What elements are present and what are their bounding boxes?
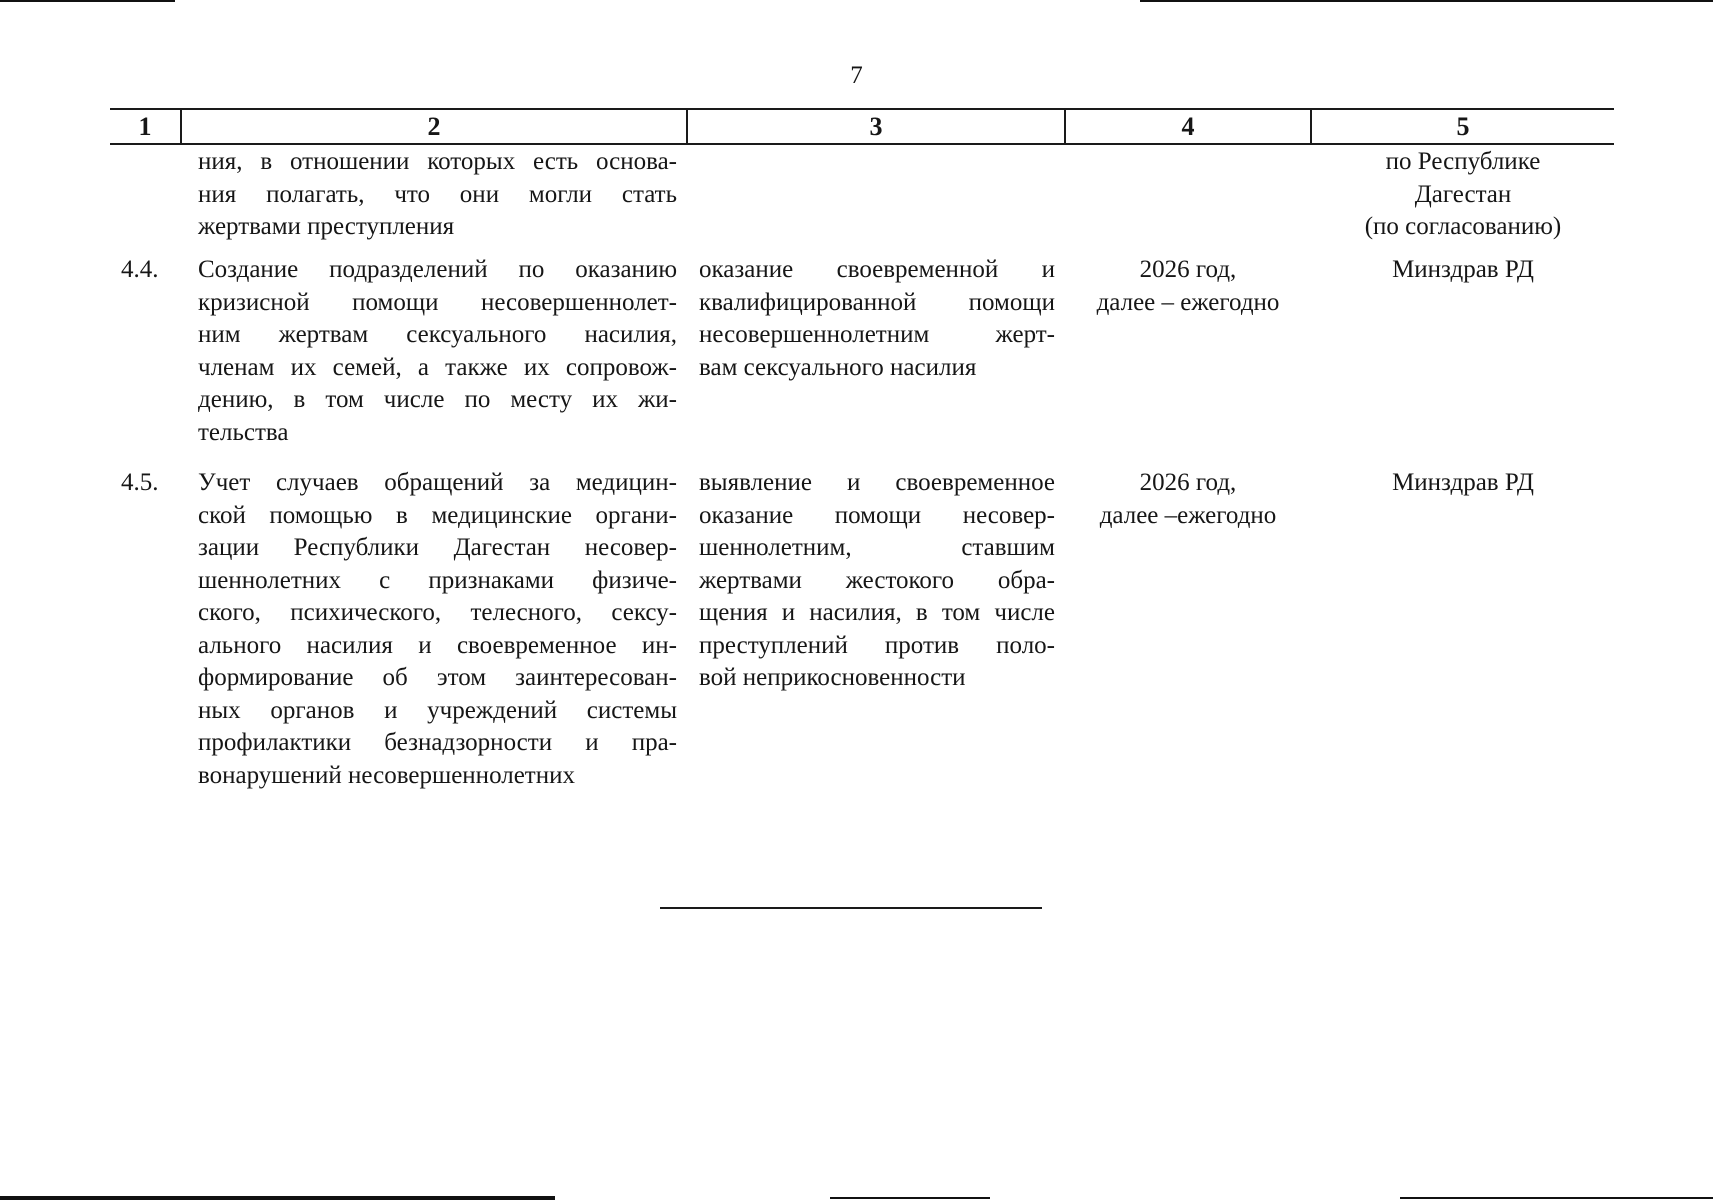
text-line: ним жертвам сексуального насилия,	[198, 321, 677, 348]
header-col-1: 1	[138, 112, 152, 141]
text-line: щения и насилия, в том числе	[699, 599, 1055, 626]
text-line: Учет случаев обращений за медицин-	[198, 469, 677, 496]
header-col-4: 4	[1181, 112, 1195, 141]
text-line: 2026 год,	[1139, 469, 1237, 496]
text-line: членам их семей, а также их сопровож-	[198, 353, 677, 381]
scan-edge-bottom-mid	[830, 1197, 990, 1199]
scan-edge-top-right	[1140, 0, 1713, 2]
text-line: дению, в том числе по месту их жи-	[198, 386, 677, 413]
expected-result	[699, 254, 1055, 384]
text-line: ального насилия и своевременное ин-	[198, 631, 677, 659]
text-line: оказание своевременной и	[699, 256, 1055, 283]
scan-edge-top-left	[0, 0, 175, 2]
continuation-description	[198, 146, 677, 244]
header-col-2: 2	[427, 112, 441, 141]
text-line: шеннолетних с признаками физиче-	[198, 566, 677, 594]
scan-edge-bottom-left	[0, 1196, 555, 1200]
text-line: Минздрав РД	[1392, 256, 1534, 283]
text-line: Создание подразделений по оказанию	[198, 256, 677, 283]
row-number: 4.4.	[121, 256, 159, 283]
text-line: несовершеннолетним жерт-	[699, 321, 1055, 348]
text-line: формирование об этом заинтересован-	[198, 664, 677, 691]
text-line: ния, в отношении которых есть основа-	[198, 148, 677, 175]
scan-edge-bottom-right	[1400, 1197, 1713, 1199]
measure-description	[198, 254, 677, 449]
text-line: квалифицированной помощи	[699, 288, 1055, 316]
row-number: 4.5.	[121, 469, 159, 496]
text-line: ных органов и учреждений системы	[198, 696, 677, 724]
text-line: профилактики безнадзорности и пра-	[198, 729, 677, 756]
text-line: кризисной помощи несовершеннолет-	[198, 288, 677, 316]
text-line: ского, психического, телесного, сексу-	[198, 599, 677, 626]
responsible	[1312, 467, 1614, 500]
text-line: по Республике	[1385, 148, 1541, 175]
text-line: шеннолетним, ставшим	[699, 534, 1055, 561]
header-col-5: 5	[1456, 112, 1470, 141]
measure-description	[198, 467, 677, 792]
text-line: 2026 год,	[1139, 256, 1237, 283]
end-of-document-rule	[660, 907, 1042, 909]
header-col-3: 3	[869, 112, 883, 141]
text-line: жертвами преступления	[198, 213, 455, 240]
page-number: 7	[850, 62, 863, 89]
text-line: вонарушений несовершеннолетних	[198, 761, 575, 789]
text-line: зации Республики Дагестан несовер-	[198, 534, 677, 561]
text-line: вой неприкосновенности	[699, 664, 966, 691]
text-line: тельства	[198, 418, 289, 446]
header-bottom-rule	[110, 143, 1614, 145]
text-line: Дагестан	[1414, 180, 1512, 208]
text-line: Минздрав РД	[1392, 469, 1534, 496]
expected-result	[699, 467, 1055, 695]
deadline	[1066, 467, 1310, 532]
deadline	[1066, 254, 1310, 319]
text-line: оказание помощи несовер-	[699, 501, 1055, 529]
text-line: далее –ежегодно	[1099, 501, 1277, 529]
text-line: выявление и своевременное	[699, 469, 1055, 496]
text-line: (по согласованию)	[1364, 213, 1562, 240]
responsible	[1312, 254, 1614, 287]
text-line: жертвами жестокого обра-	[699, 566, 1055, 594]
text-line: ской помощью в медицинские органи-	[198, 501, 677, 529]
continuation-responsible	[1312, 146, 1614, 244]
text-line: далее – ежегодно	[1096, 288, 1280, 316]
text-line: вам сексуального насилия	[699, 353, 977, 381]
text-line: ния полагать, что они могли стать	[198, 180, 677, 208]
text-line: преступлений против поло-	[699, 631, 1055, 659]
